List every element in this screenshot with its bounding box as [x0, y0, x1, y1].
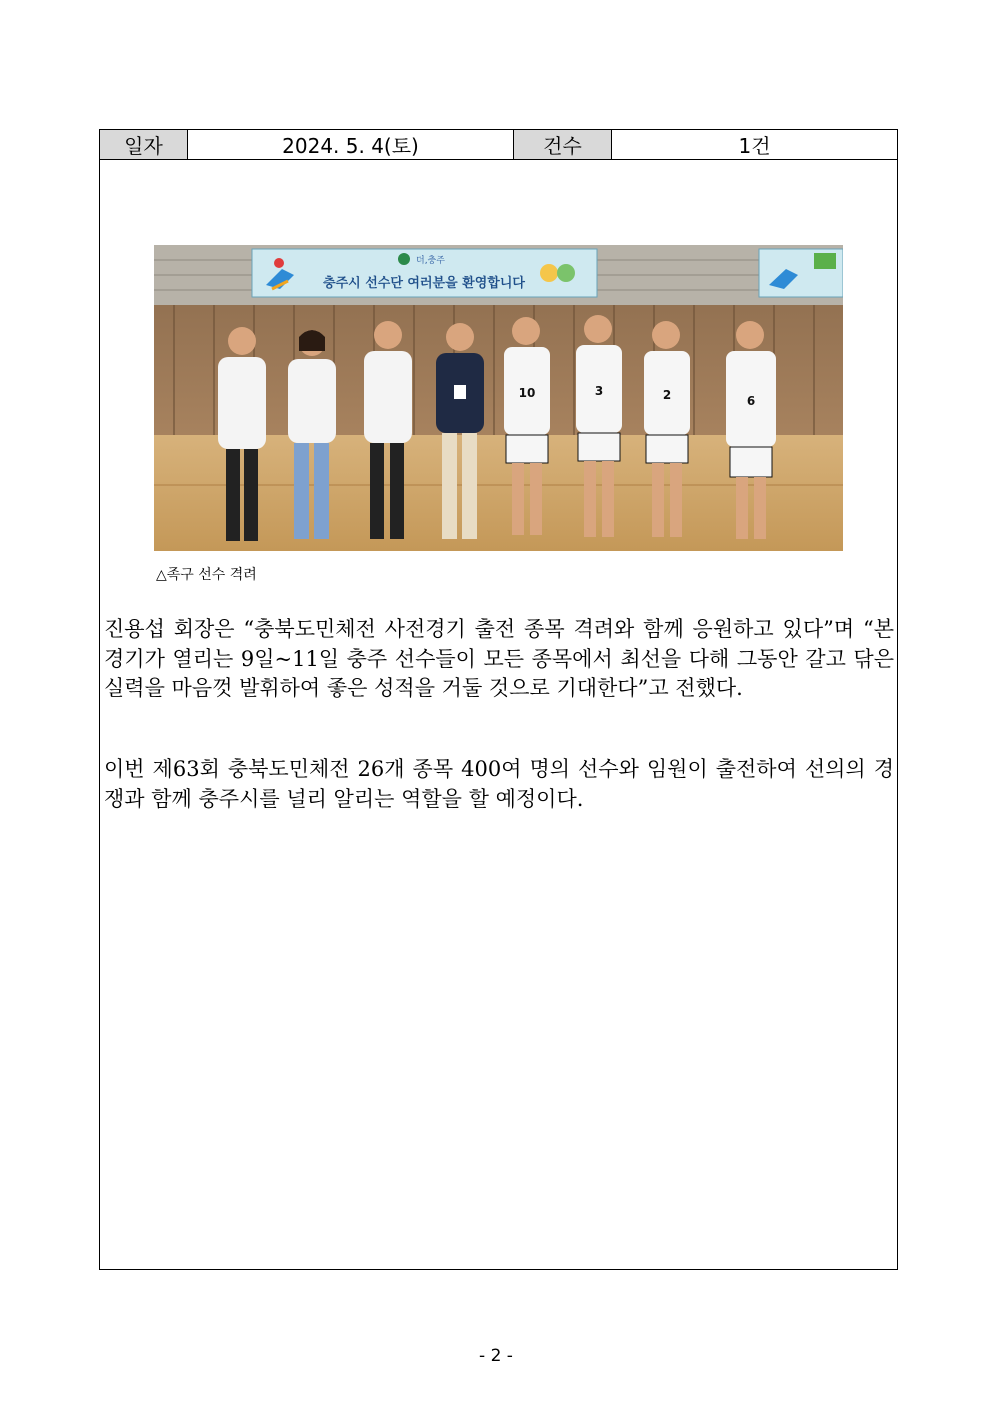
- page-number: - 2 -: [479, 1346, 513, 1366]
- jersey-number: 3: [594, 384, 604, 398]
- team-photo: [154, 245, 843, 551]
- count-value: 1건: [738, 134, 771, 158]
- photo-caption: △족구 선수 격려: [156, 567, 257, 583]
- report-sheet: [99, 129, 898, 1270]
- banner-logo: 더,충주: [416, 256, 445, 266]
- count-label: 건수: [514, 130, 612, 159]
- header-row: [100, 130, 897, 160]
- banner-text: 충주시 선수단 여러분을 환영합니다: [323, 276, 525, 291]
- jersey-number: 10: [518, 386, 536, 400]
- date-value: 2024. 5. 4(토): [188, 130, 514, 159]
- jersey-number: 2: [662, 388, 672, 402]
- jersey-number: 6: [746, 394, 756, 408]
- body-paragraph-1: 진용섭 회장은 “충북도민체전 사전경기 출전 종목 격려와 함께 응원하고 있다”며 “본 경기가 열리는 9일~11일 충주 선수들이 모든 종목에서 최선을 다해 그동안 갈고 닦은 실력을 마음껏 발휘하여 좋은 성적을 거둘 것으로 기대한다”고 전했다.: [104, 617, 894, 700]
- team-photo-illustration: [154, 245, 843, 551]
- body-paragraph-2: 이번 제63회 충북도민체전 26개 종목 400여 명의 선수와 임원이 출전하여 선의의 경쟁과 함께 충주시를 널리 알리는 역할을 할 예정이다.: [104, 757, 894, 811]
- date-label: 일자: [100, 130, 188, 159]
